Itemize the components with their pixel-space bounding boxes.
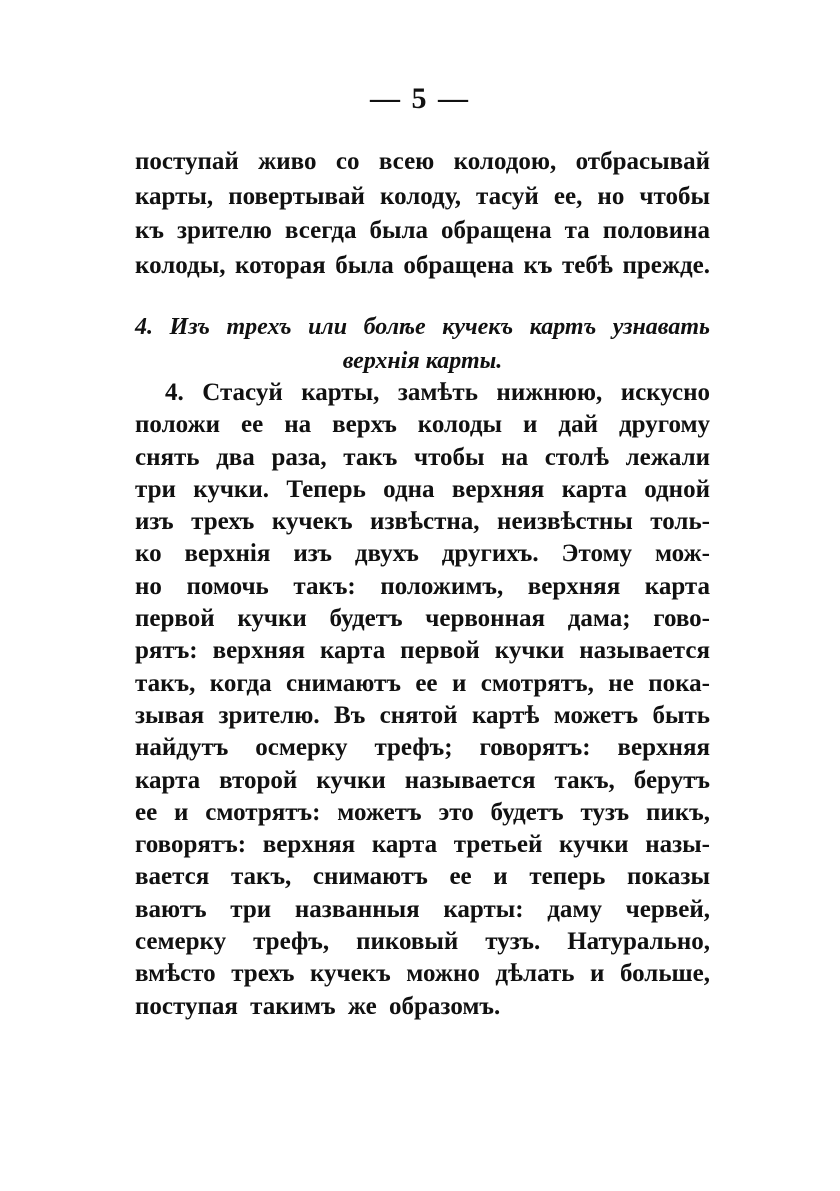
text-line: снять два раза, такъ чтобы на столѣ лежали xyxy=(135,443,710,471)
section-heading xyxy=(135,310,710,378)
text-line: 4. Стасуй карты, замѣть нижнюю, искусно xyxy=(165,379,710,406)
page-number: — 5 — xyxy=(370,82,470,115)
text-line: изъ трехъ кучекъ извѣстна, неизвѣстны толь- xyxy=(135,508,710,536)
text-line: семерку трефъ, пиковый тузъ. Натурально, xyxy=(135,928,710,956)
text-line: къ зрителю всегда была обращена та половина xyxy=(135,217,710,244)
text-line: но помочь такъ: положимъ, верхняя карта xyxy=(135,572,710,600)
text-line: три кучки. Теперь одна верхняя карта одной xyxy=(135,475,710,503)
text-line: поступай живо со всею колодою, отбрасывай xyxy=(135,148,710,175)
paragraph-continuation xyxy=(135,145,710,283)
text-line: рятъ: верхняя карта первой кучки называется xyxy=(135,637,710,665)
text-line: зывая зрителю. Въ снятой картѣ можетъ быть xyxy=(135,701,710,729)
text-line: вается такъ, снимаютъ ее и теперь показы xyxy=(135,863,710,891)
text-line: вмѣсто трехъ кучекъ можно дѣлать и больше, xyxy=(135,960,710,988)
text-line: первой кучки будетъ червонная дама; гово- xyxy=(135,605,710,633)
text-line: положи ее на верхъ колоды и дай другому xyxy=(135,411,710,439)
text-line: ваютъ три названныя карты: даму червей, xyxy=(135,895,710,923)
text-line: ее и смотрятъ: можетъ это будетъ тузъ пикъ, xyxy=(135,798,710,826)
section-heading-line: 4. Изъ трехъ или болѣе кучекъ картъ узнавать xyxy=(135,314,710,340)
paragraph-section-4 xyxy=(135,377,710,1023)
text-line: карты, повертывай колоду, тасуй ее, но чтобы xyxy=(135,182,710,210)
text-line: говорятъ: верхняя карта третьей кучки назы- xyxy=(135,831,710,859)
section-heading-line: верхнія карты. xyxy=(342,348,503,374)
text-line: поступая такимъ же образомъ. xyxy=(135,992,501,1020)
text-line: карта второй кучки называется такъ, берутъ xyxy=(135,766,710,794)
text-line: найдутъ осмерку трефъ; говорятъ: верхняя xyxy=(135,734,710,762)
text-line: колоды, которая была обращена къ тебѣ прежде. xyxy=(135,251,710,279)
text-line: ко верхнія изъ двухъ другихъ. Этому мож- xyxy=(135,540,710,568)
text-line: такъ, когда снимаютъ ее и смотрятъ, не пока- xyxy=(135,669,710,697)
